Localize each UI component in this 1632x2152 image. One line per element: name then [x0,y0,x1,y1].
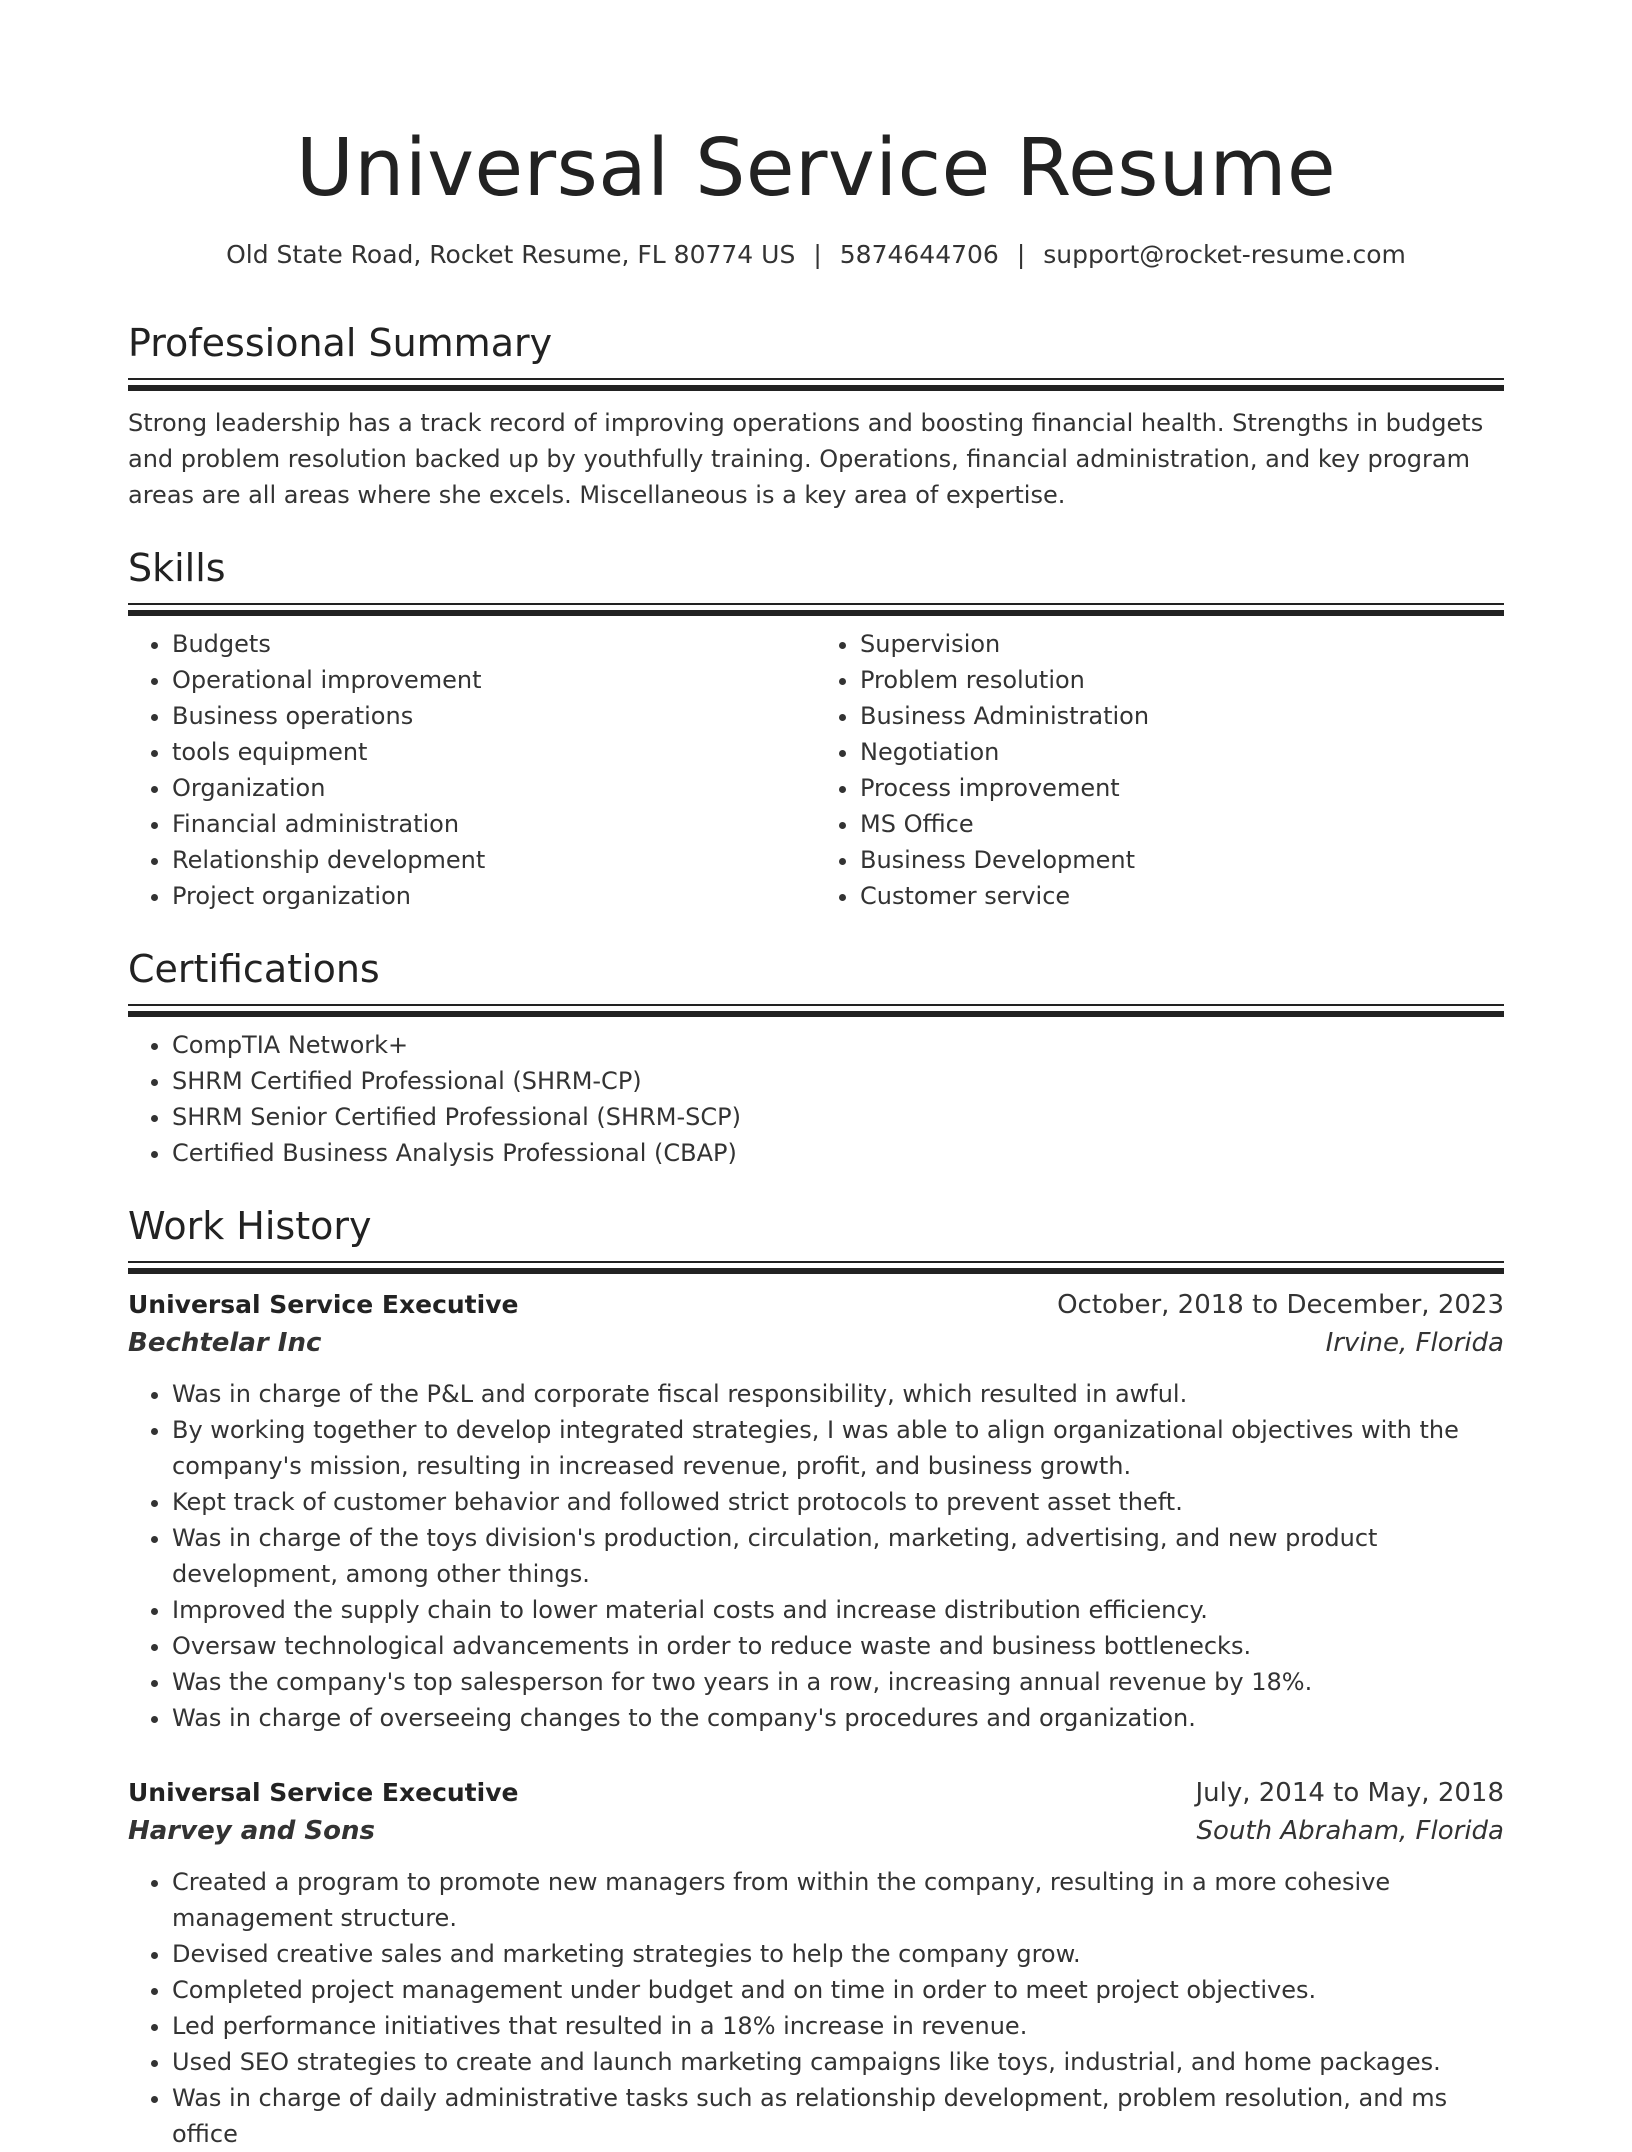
job-bullet: • Was in charge of overseeing changes to the company's procedures and organization. [172,1700,1504,1736]
job-company: Harvey and Sons [128,1816,375,1846]
skills-title: Skills [128,546,226,590]
certification-item: • SHRM Certified Professional (SHRM-CP) [172,1063,1504,1099]
job-bullet: • Was the company's top salesperson for two years in a row, increasing annual revenue by 18%. [172,1664,1504,1700]
skill-item: • Organization [172,770,816,806]
contact-phone: 5874644706 [839,240,999,269]
work-history-title: Work History [128,1204,372,1248]
certifications-section [128,944,1504,1171]
job-subheader [128,1812,1504,1850]
resume-content [128,318,1504,2152]
job-entry [128,1286,1504,1736]
section-divider [128,1004,1504,1017]
job-bullet: • Led performance initiatives that resulted in a 18% increase in revenue. [172,2008,1504,2044]
job-bullet: • Was in charge of the toys division's production, circulation, marketing, advertising, and new product development, among other things. [172,1520,1504,1592]
skill-item: • Problem resolution [860,662,1504,698]
job-title: Universal Service Executive [128,1778,519,1807]
job-bullet: • Was in charge of daily administrative tasks such as relationship development, problem resolution, and ms office [172,2080,1504,2152]
certification-item: • Certified Business Analysis Professional (CBAP) [172,1135,1504,1171]
skill-item: • Operational improvement [172,662,816,698]
contact-line [0,240,1632,270]
job-header [128,1286,1504,1324]
certifications-title: Certifications [128,947,380,991]
resume-name: Universal Service Resume [295,122,1337,214]
contact-separator: | [813,240,822,269]
job-bullet: • Was in charge of the P&L and corporate fiscal responsibility, which resulted in awful. [172,1376,1504,1412]
job-dates: October, 2018 to December, 2023 [1057,1290,1504,1320]
job-bullet: • Completed project management under budget and on time in order to meet project objectives. [172,1972,1504,2008]
certification-item: • SHRM Senior Certified Professional (SHRM-SCP) [172,1099,1504,1135]
skill-item: • Process improvement [860,770,1504,806]
job-bullet: • By working together to develop integrated strategies, I was able to align organizational objectives with the company's mission, resulting in increased revenue, profit, and business growth. [172,1412,1504,1484]
job-bullet: • Created a program to promote new managers from within the company, resulting in a more cohesive management structure. [172,1864,1504,1936]
skills-list-left [128,626,816,914]
skill-item: • Budgets [172,626,816,662]
job-location: Irvine, Florida [1325,1328,1504,1358]
job-header [128,1774,1504,1812]
skill-item: • MS Office [860,806,1504,842]
certifications-list [128,1027,1504,1171]
skill-item: • Business Development [860,842,1504,878]
job-bullet: • Devised creative sales and marketing strategies to help the company grow. [172,1936,1504,1972]
skill-item: • Relationship development [172,842,816,878]
skill-item: • Customer service [860,878,1504,914]
job-bullet: • Kept track of customer behavior and followed strict protocols to prevent asset theft. [172,1484,1504,1520]
skill-item: • Project organization [172,878,816,914]
skill-item: • Supervision [860,626,1504,662]
skills-list-right [816,626,1504,914]
job-subheader [128,1324,1504,1362]
job-bullets [128,1376,1504,1736]
contact-address: Old State Road, Rocket Resume, FL 80774 US [226,240,796,269]
skill-item: • tools equipment [172,734,816,770]
job-company: Bechtelar Inc [128,1328,322,1358]
certification-item: • CompTIA Network+ [172,1027,1504,1063]
job-dates: July, 2014 to May, 2018 [1195,1778,1504,1808]
skill-item: • Negotiation [860,734,1504,770]
contact-email: support@rocket-resume.com [1043,240,1406,269]
summary-text: Strong leadership has a track record of improving operations and boosting financial health. Strengths in budgets and problem resolution backed up by youthfully training. Operations, financial administration, and key program areas are all areas where she excels. Miscellaneous is a key area of expertise. [128,409,1484,509]
job-entry [128,1774,1504,2152]
work-history-section [128,1201,1504,2152]
skill-item: • Business Administration [860,698,1504,734]
job-bullet: • Improved the supply chain to lower material costs and increase distribution efficiency. [172,1592,1504,1628]
skill-item: • Business operations [172,698,816,734]
contact-separator: | [1016,240,1026,269]
skill-item: • Financial administration [172,806,816,842]
section-divider [128,378,1504,391]
summary-section [128,318,1504,513]
skills-columns [128,626,1504,914]
job-bullets [128,1864,1504,2152]
job-bullet: • Used SEO strategies to create and launch marketing campaigns like toys, industrial, and home packages. [172,2044,1504,2080]
job-title: Universal Service Executive [128,1290,519,1319]
job-bullet: • Oversaw technological advancements in order to reduce waste and business bottlenecks. [172,1628,1504,1664]
skills-section [128,543,1504,914]
job-location: South Abraham, Florida [1196,1816,1504,1846]
section-divider [128,603,1504,616]
summary-title: Professional Summary [128,321,553,365]
section-divider [128,1261,1504,1274]
